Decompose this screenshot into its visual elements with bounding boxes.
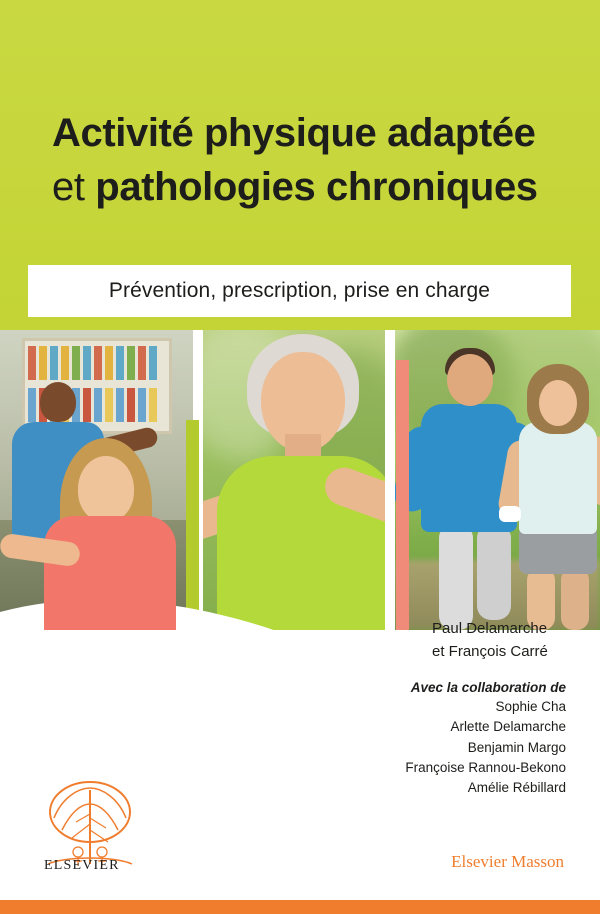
- title-line-2-light: et: [52, 165, 96, 209]
- collaborator-4: Françoise Rannou-Bekono: [405, 759, 566, 775]
- author-1: Paul Delamarche: [432, 620, 548, 637]
- woman-runner-face-shape: [539, 380, 577, 426]
- books-row-top: [28, 346, 166, 380]
- subtitle-strip: [28, 265, 571, 317]
- collaborators-block: [266, 680, 566, 798]
- subtitle: Prévention, prescription, prise en charge: [108, 279, 491, 302]
- imprint-name: Elsevier Masson: [451, 852, 564, 871]
- collaborator-1: Sophie Cha: [495, 699, 566, 714]
- girl-body-shape: [44, 516, 176, 630]
- bottom-orange-rule: [0, 900, 600, 914]
- title-line-1: Activité physique adaptée: [52, 111, 536, 155]
- page-title: [52, 112, 557, 208]
- collaboration-heading: Avec la collaboration de: [410, 680, 566, 695]
- collaborator-5: Amélie Rébillard: [467, 780, 566, 795]
- publisher-name: ELSEVIER: [44, 858, 120, 873]
- boy-head-shape: [40, 382, 76, 422]
- authors-block: [432, 618, 592, 663]
- title-line-2: [52, 166, 557, 208]
- collaborator-2: Arlette Delamarche: [450, 719, 566, 735]
- collaborator-3: Benjamin Margo: [467, 739, 566, 755]
- girl-face-shape: [78, 456, 134, 522]
- title-line-2-bold: pathologies chroniques: [95, 165, 538, 209]
- man-head-shape: [447, 354, 493, 406]
- woman-runner-top-shape: [519, 422, 597, 534]
- author-2: et François Carré: [432, 642, 548, 660]
